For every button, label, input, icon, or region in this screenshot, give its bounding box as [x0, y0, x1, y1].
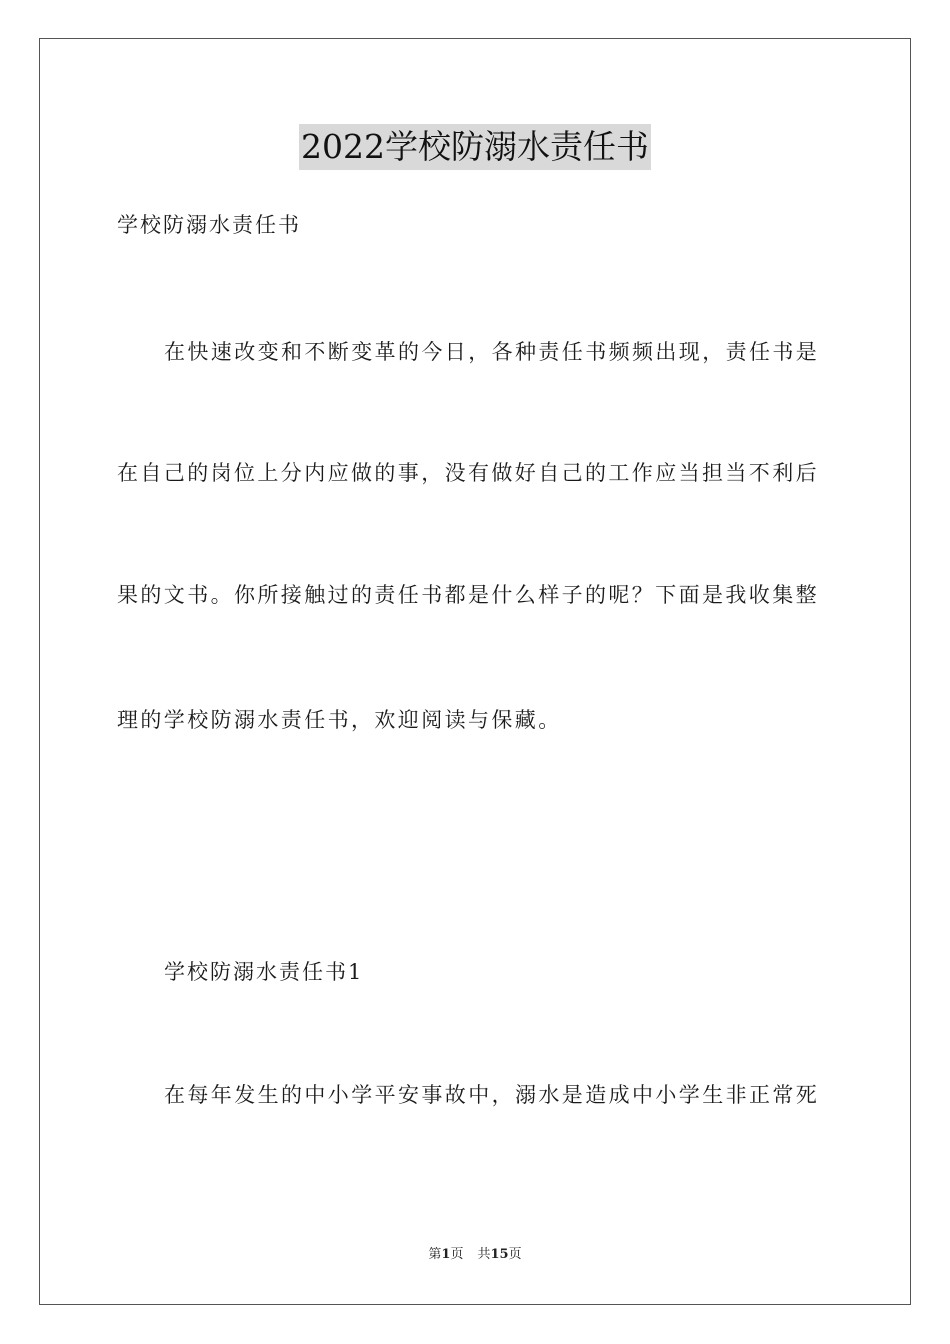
section-heading: 学校防溺水责任书1 [164, 960, 364, 984]
paragraph-line-2: 在自己的岗位上分内应做的事，没有做好自己的工作应当担当不利后 [117, 461, 819, 485]
document-title: 2022学校防溺水责任书 [299, 124, 651, 170]
footer-page-number: 1 [441, 1247, 451, 1262]
paragraph-line-1: 在快速改变和不断变革的今日，各种责任书频频出现，责任书是 [164, 340, 820, 364]
document-subtitle: 学校防溺水责任书 [117, 213, 301, 237]
page-footer [0, 1246, 950, 1264]
paragraph-line-3: 果的文书。你所接触过的责任书都是什么样子的呢？下面是我收集整 [117, 583, 819, 607]
document-title-wrapper [0, 124, 950, 170]
footer-total-prefix: 共 [477, 1247, 491, 1262]
section-paragraph-line-1: 在每年发生的中小学平安事故中，溺水是造成中小学生非正常死 [164, 1083, 820, 1107]
footer-total-pages: 15 [490, 1247, 509, 1262]
footer-page-prefix: 第 [428, 1247, 442, 1262]
footer-page-suffix: 页 [450, 1247, 464, 1262]
paragraph-line-4: 理的学校防溺水责任书，欢迎阅读与保藏。 [117, 708, 562, 732]
footer-total-suffix: 页 [508, 1247, 522, 1262]
